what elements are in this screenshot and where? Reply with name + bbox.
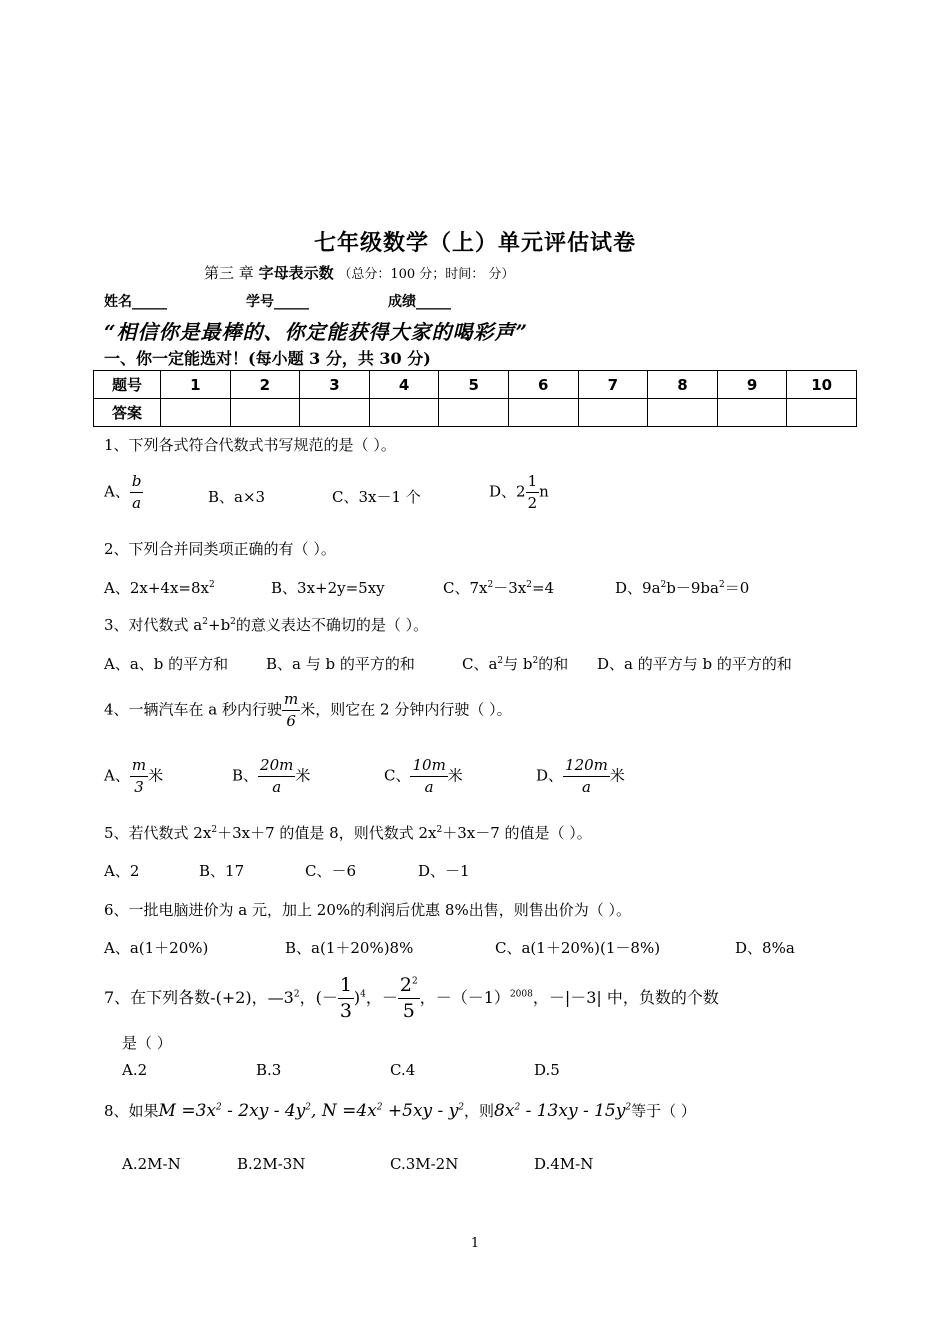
denominator: 5: [402, 1000, 415, 1022]
superscript: 2: [216, 1102, 222, 1113]
numerator: [398, 976, 420, 999]
q5-option-d: D、－1: [418, 862, 470, 880]
option-text: A、2x+4x=8x: [104, 579, 209, 597]
question-text: ＋3x＋7 的值是 8，则代数式 2x: [217, 824, 437, 842]
question-number-cell: 8: [648, 371, 718, 399]
numerator-base: 2: [399, 974, 413, 996]
option-text: －3x: [493, 579, 527, 597]
option-label: A、: [104, 766, 130, 785]
equation-part: , N =4x: [311, 1101, 377, 1121]
question-text: 8、如果: [104, 1102, 159, 1120]
motto: “相信你是最棒的、你定能获得大家的喝彩声”: [104, 320, 529, 344]
question-number-cell: 2: [230, 371, 300, 399]
superscript: 2: [293, 989, 300, 1000]
question-7: [104, 976, 719, 1021]
denominator: 3: [339, 1000, 352, 1022]
exam-title: 七年级数学（上）单元评估试卷: [313, 230, 636, 256]
denominator: 3: [134, 778, 144, 796]
student-id-field: 学号_____: [246, 294, 309, 310]
superscript: 2: [230, 617, 236, 627]
numerator: m: [282, 692, 300, 711]
question-text: 5、若代数式 2x: [104, 824, 212, 842]
option-text: b－9ba: [666, 579, 719, 597]
expression: [494, 1101, 631, 1121]
row-header-number: 题号: [94, 371, 161, 399]
superscript: 2: [718, 580, 725, 590]
equation-part: - 2xy - 4y: [221, 1101, 306, 1121]
superscript: 2: [532, 656, 539, 666]
numerator: 10m: [410, 758, 447, 777]
question-number-cell: 7: [578, 371, 648, 399]
question-number-cell: 10: [787, 371, 857, 399]
option-label: B、: [232, 766, 259, 785]
q6-option-c: C、a(1＋20%)(1－8%): [495, 939, 661, 957]
q5-option-b: B、17: [199, 862, 245, 880]
superscript: 4: [360, 989, 366, 1000]
option-label: A、: [104, 482, 130, 501]
question-text: 的意义表达不确切的是（ ）。: [235, 616, 429, 634]
answer-cell[interactable]: [578, 399, 648, 427]
fraction: [563, 758, 610, 795]
answer-cell[interactable]: [300, 399, 370, 427]
chapter: 第三 章: [204, 264, 254, 282]
superscript: 2: [514, 1102, 521, 1113]
option-text: ＝0: [724, 579, 750, 597]
numerator: 120m: [563, 758, 610, 777]
fraction: [526, 474, 540, 511]
q5-option-c: C、－6: [305, 862, 357, 880]
denominator: a: [132, 494, 142, 512]
question-text: ，－: [365, 988, 398, 1007]
superscript: 2: [487, 580, 494, 590]
question-text: ，－（－1）: [419, 988, 510, 1007]
q6-option-a: A、a(1＋20%): [104, 939, 209, 957]
question-text: 7、在下列各数-(+2)，—3: [104, 988, 294, 1007]
superscript: 2: [526, 580, 532, 590]
answer-table: [93, 370, 857, 427]
question-text: 米，则它在 2 分钟内行驶（ ）。: [300, 700, 512, 719]
denominator: a: [272, 778, 282, 796]
fraction: [282, 692, 300, 729]
q2-option-b: B、3x+2y=5xy: [271, 579, 385, 597]
q3-option-c: [462, 653, 568, 674]
score-field: 成绩_____: [388, 294, 451, 310]
question-text: +b: [208, 616, 231, 634]
name-field: 姓名_____: [104, 294, 167, 310]
denominator: 6: [286, 712, 296, 730]
fraction: [130, 758, 148, 795]
option-text: 的和: [538, 655, 569, 673]
question-text: 中，负数的个数: [606, 988, 719, 1007]
q7-line2: 是（ ）: [122, 1034, 172, 1052]
equation-part: - 13xy - 15y: [520, 1101, 626, 1121]
option-text: =4: [531, 579, 555, 597]
superscript: 2: [305, 1102, 312, 1113]
unit: 米: [609, 766, 625, 785]
denominator: a: [424, 778, 434, 796]
question-text: 4、一辆汽车在 a 秒内行驶: [104, 700, 283, 719]
superscript: 2: [660, 580, 667, 590]
q1-option-d: [489, 474, 549, 511]
numerator: 20m: [258, 758, 295, 777]
question-number-cell: 5: [439, 371, 509, 399]
option-label: D、2: [489, 482, 526, 501]
q7-option-d: D.5: [534, 1061, 560, 1079]
q6-option-d: D、8%a: [735, 939, 795, 957]
question-number-row: [94, 371, 857, 399]
unit: 米: [447, 766, 463, 785]
unit: 米: [295, 766, 311, 785]
question-text: 等于（ ）: [631, 1102, 696, 1120]
q5-option-a: A、2: [104, 862, 140, 880]
q8-option-a: A.2M-N: [122, 1155, 181, 1173]
q4-option-d: [536, 758, 625, 795]
page-number: 1: [470, 1236, 480, 1251]
question-number-cell: 9: [717, 371, 787, 399]
q1-option-b: B、a×3: [208, 488, 266, 506]
question-number-cell: 6: [508, 371, 578, 399]
fraction: [410, 758, 447, 795]
question-text: ，则: [464, 1102, 495, 1120]
superscript: 2: [211, 825, 218, 835]
q2-option-a: [104, 577, 215, 598]
q3-option-b: B、a 与 b 的平方的和: [266, 655, 415, 673]
q8-option-d: D.4M-N: [534, 1155, 594, 1173]
option-label: D、: [536, 766, 564, 785]
question-text: ＋3x－7 的值是（ ）。: [442, 824, 592, 842]
question-number-cell: 1: [161, 371, 231, 399]
fraction: [398, 976, 420, 1021]
superscript: 2: [625, 1102, 632, 1113]
option-text: 与 b: [503, 655, 533, 673]
chapter-topic: 字母表示数: [258, 264, 334, 282]
superscript: 2: [376, 1102, 383, 1113]
numerator: m: [130, 758, 148, 777]
q8-option-c: C.3M-2N: [390, 1155, 459, 1173]
equation-m-n: [159, 1101, 464, 1121]
q1-option-a: [104, 474, 143, 511]
question-6: 6、一批电脑进价为 a 元，加上 20%的利润后优惠 8%出售，则售出价为（ ）。: [104, 901, 631, 919]
superscript: 2: [202, 617, 208, 627]
fraction: [338, 976, 354, 1021]
fraction: [258, 758, 295, 795]
exam-subtitle: [204, 262, 514, 283]
superscript: 2: [458, 1102, 465, 1113]
q2-option-c: [443, 577, 554, 598]
exam-meta: （总分：100 分；时间： 分）: [338, 267, 515, 282]
q8-option-b: B.2M-3N: [237, 1155, 306, 1173]
superscript: 2: [208, 580, 215, 590]
answer-cell[interactable]: [648, 399, 718, 427]
numerator: 1: [526, 474, 540, 493]
q3-option-d: D、a 的平方与 b 的平方的和: [597, 655, 792, 673]
question-3: [104, 614, 428, 635]
superscript: 2: [412, 976, 418, 987]
q4-option-a: [104, 758, 163, 795]
answer-cell[interactable]: [161, 399, 231, 427]
option-text: C、7x: [443, 579, 488, 597]
question-number-cell: 3: [300, 371, 370, 399]
question-1: 1、下列各式符合代数式书写规范的是（ ）。: [104, 436, 396, 454]
answer-cell[interactable]: [717, 399, 787, 427]
question-text: ，－|－3|: [532, 988, 602, 1007]
section-heading: 一、你一定能选对！(每小题 3 分，共 30 分): [104, 349, 431, 368]
option-text: C、a: [462, 655, 498, 673]
denominator: 2: [527, 494, 538, 512]
q7-option-b: B.3: [256, 1061, 282, 1079]
equation-part: 8x: [494, 1101, 515, 1121]
numerator: b: [130, 474, 144, 493]
q1-option-c: C、3x－1 个: [332, 488, 421, 506]
q7-option-c: C.4: [390, 1061, 416, 1079]
answer-cell[interactable]: [508, 399, 578, 427]
option-label: C、: [384, 766, 411, 785]
question-text: ，(－: [299, 988, 338, 1007]
option-text: D、9a: [615, 579, 661, 597]
question-8: [104, 1100, 696, 1121]
superscript: 2008: [509, 989, 533, 1000]
q7-option-a: A.2: [122, 1061, 148, 1079]
answer-cell[interactable]: [439, 399, 509, 427]
question-2: 2、下列合并同类项正确的有（ ）。: [104, 540, 336, 558]
equation-part: M =3x: [158, 1101, 217, 1121]
denominator: a: [581, 778, 591, 796]
question-text: 3、对代数式 a: [104, 616, 203, 634]
question-4: [104, 692, 512, 729]
q2-option-d: [615, 577, 749, 598]
equation-part: +5xy - y: [382, 1101, 459, 1121]
q4-option-b: [232, 758, 310, 795]
question-5: [104, 822, 592, 843]
q3-option-a: A、a、b 的平方和: [104, 655, 229, 673]
answer-cell[interactable]: [787, 399, 857, 427]
answer-cell[interactable]: [230, 399, 300, 427]
superscript: 2: [436, 825, 443, 835]
question-text: ): [353, 988, 361, 1007]
answer-row: [94, 399, 857, 427]
q6-option-b: B、a(1＋20%)8%: [285, 939, 414, 957]
answer-cell[interactable]: [369, 399, 439, 427]
superscript: 2: [497, 656, 504, 666]
row-header-answer: 答案: [94, 399, 161, 427]
unit: 米: [148, 766, 164, 785]
option-tail: n: [539, 482, 549, 501]
fraction: [130, 474, 144, 511]
q4-option-c: [384, 758, 463, 795]
question-number-cell: 4: [369, 371, 439, 399]
numerator: 1: [338, 976, 354, 999]
